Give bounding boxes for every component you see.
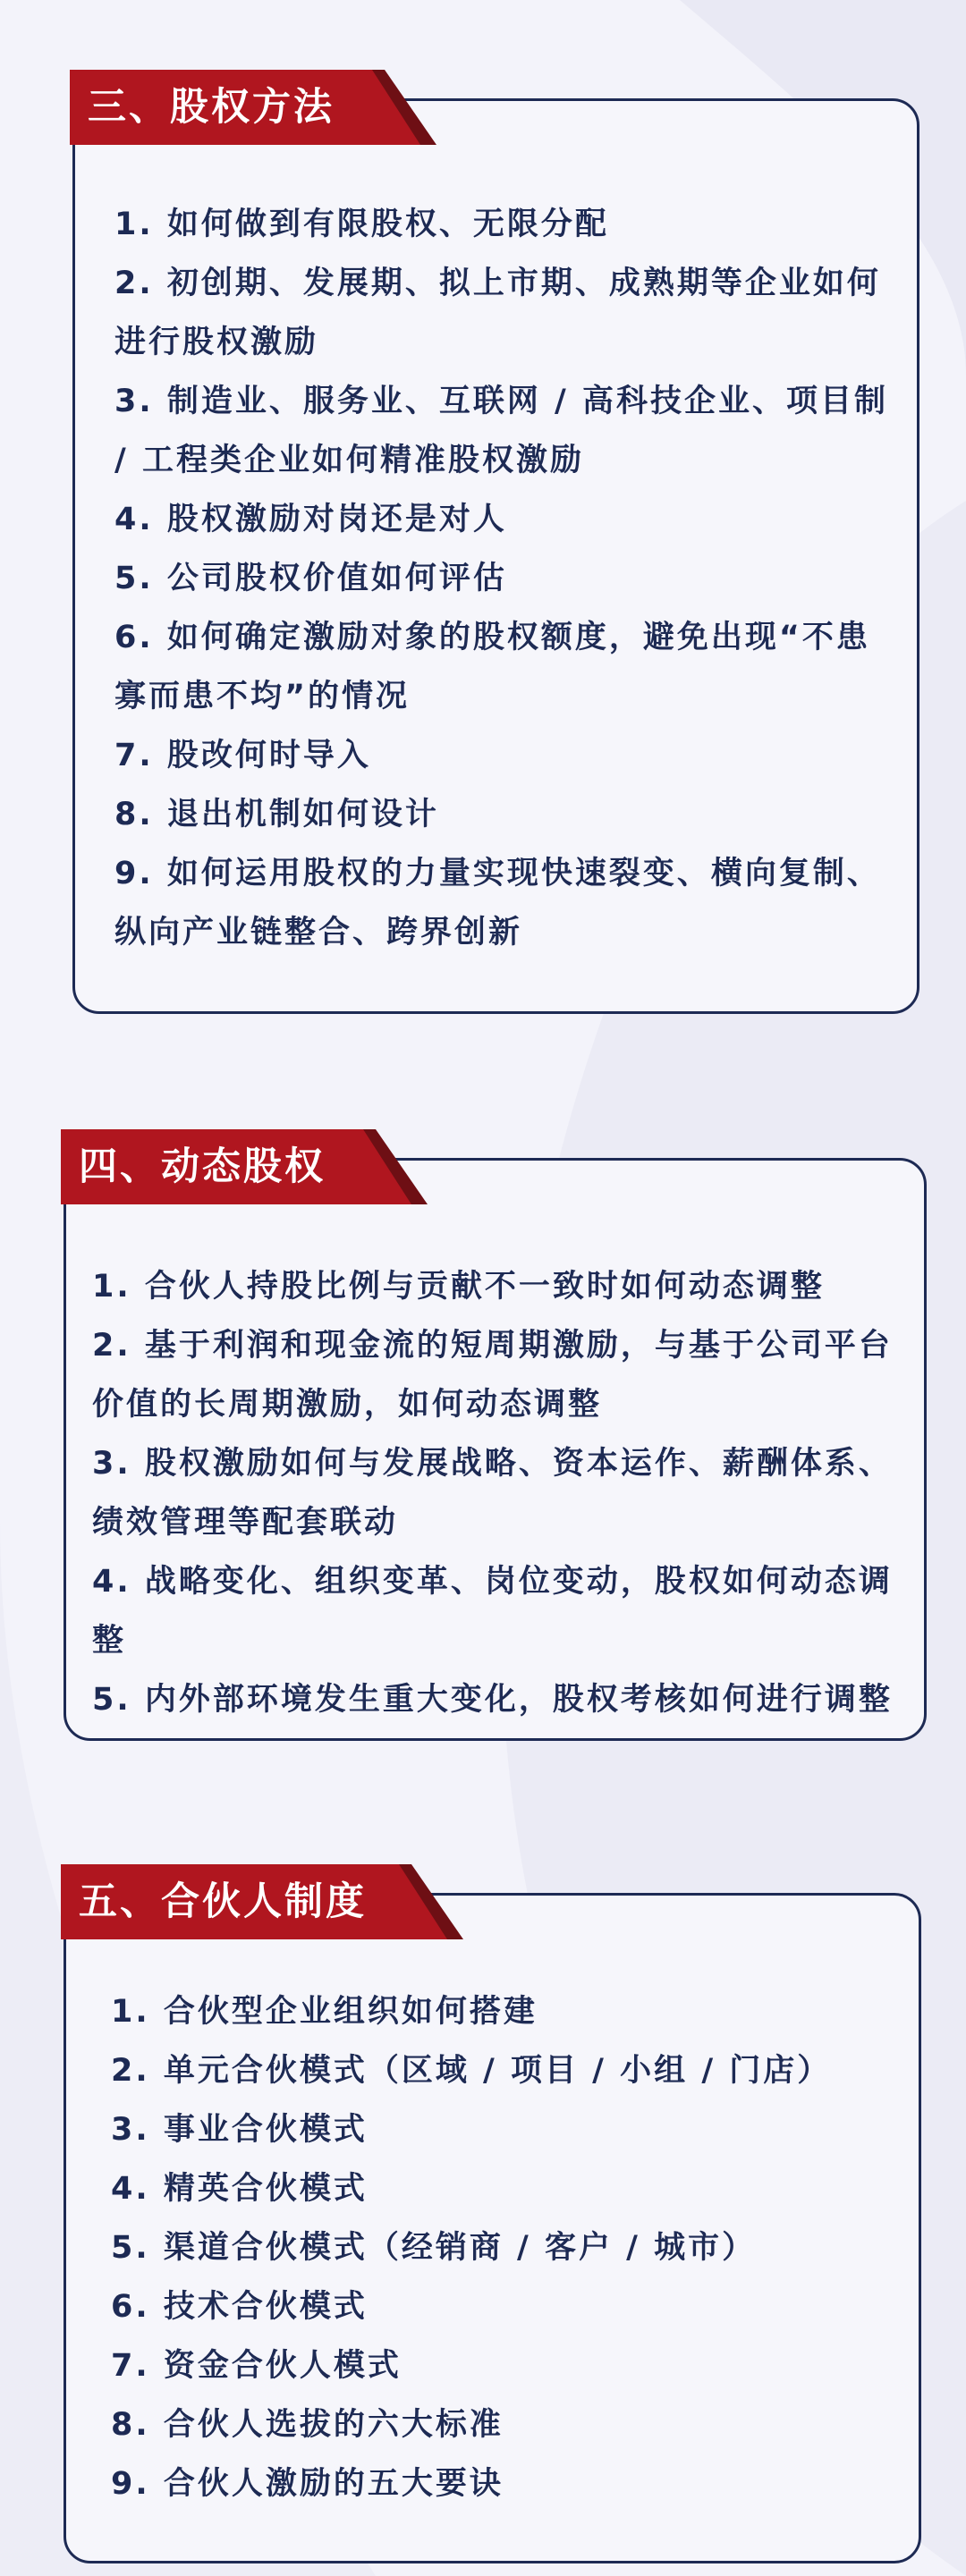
list-item: 6. 技术合伙模式 (111, 2289, 368, 2325)
list-item: 3. 股权激励如何与发展战略、资本运作、薪酬体系、绩效管理等配套联动 (92, 1446, 893, 1541)
list-item: 4. 精英合伙模式 (111, 2171, 368, 2207)
list-item: 6. 如何确定激励对象的股权额度，避免出现“不患寡而患不均”的情况 (114, 620, 870, 714)
section-equity-methods (70, 70, 919, 1018)
section-title: 四、动态股权 (79, 1144, 326, 1189)
list-item: 7. 股改何时导入 (114, 738, 371, 773)
list-item: 1. 合伙人持股比例与贡献不一致时如何动态调整 (92, 1269, 825, 1305)
list-item: 7. 资金合伙人模式 (111, 2348, 402, 2384)
list-item: 5. 渠道合伙模式（经销商 / 客户 / 城市） (111, 2230, 757, 2266)
item-list (111, 1982, 898, 2513)
list-item: 8. 退出机制如何设计 (114, 797, 439, 832)
list-item: 9. 如何运用股权的力量实现快速裂变、横向复制、纵向产业链整合、跨界创新 (114, 856, 881, 950)
section-title: 三、股权方法 (88, 85, 335, 130)
list-item: 9. 合伙人激励的五大要诀 (111, 2466, 504, 2502)
section-title: 五、合伙人制度 (79, 1879, 367, 1924)
list-item: 4. 战略变化、组织变革、岗位变动，股权如何动态调整 (92, 1564, 893, 1659)
section-dynamic-equity (61, 1129, 927, 1746)
list-item: 2. 单元合伙模式（区域 / 项目 / 小组 / 门店） (111, 2053, 832, 2089)
item-list (92, 1257, 902, 1729)
list-item: 5. 内外部环境发生重大变化，股权考核如何进行调整 (92, 1682, 893, 1718)
list-item: 1. 合伙型企业组织如何搭建 (111, 1994, 538, 2030)
list-item: 2. 基于利润和现金流的短周期激励，与基于公司平台价值的长周期激励，如何动态调整 (92, 1328, 893, 1423)
list-item: 3. 事业合伙模式 (111, 2112, 368, 2148)
list-item: 2. 初创期、发展期、拟上市期、成熟期等企业如何进行股权激励 (114, 266, 881, 360)
list-item: 4. 股权激励对岗还是对人 (114, 502, 507, 537)
section-partnership-system (61, 1864, 921, 2571)
list-item: 8. 合伙人选拔的六大标准 (111, 2407, 504, 2443)
list-item: 3. 制造业、服务业、互联网 / 高科技企业、项目制 / 工程类企业如何精准股权激励 (114, 384, 888, 478)
list-item: 1. 如何做到有限股权、无限分配 (114, 207, 609, 242)
list-item: 5. 公司股权价值如何评估 (114, 561, 507, 596)
item-list (114, 195, 897, 962)
